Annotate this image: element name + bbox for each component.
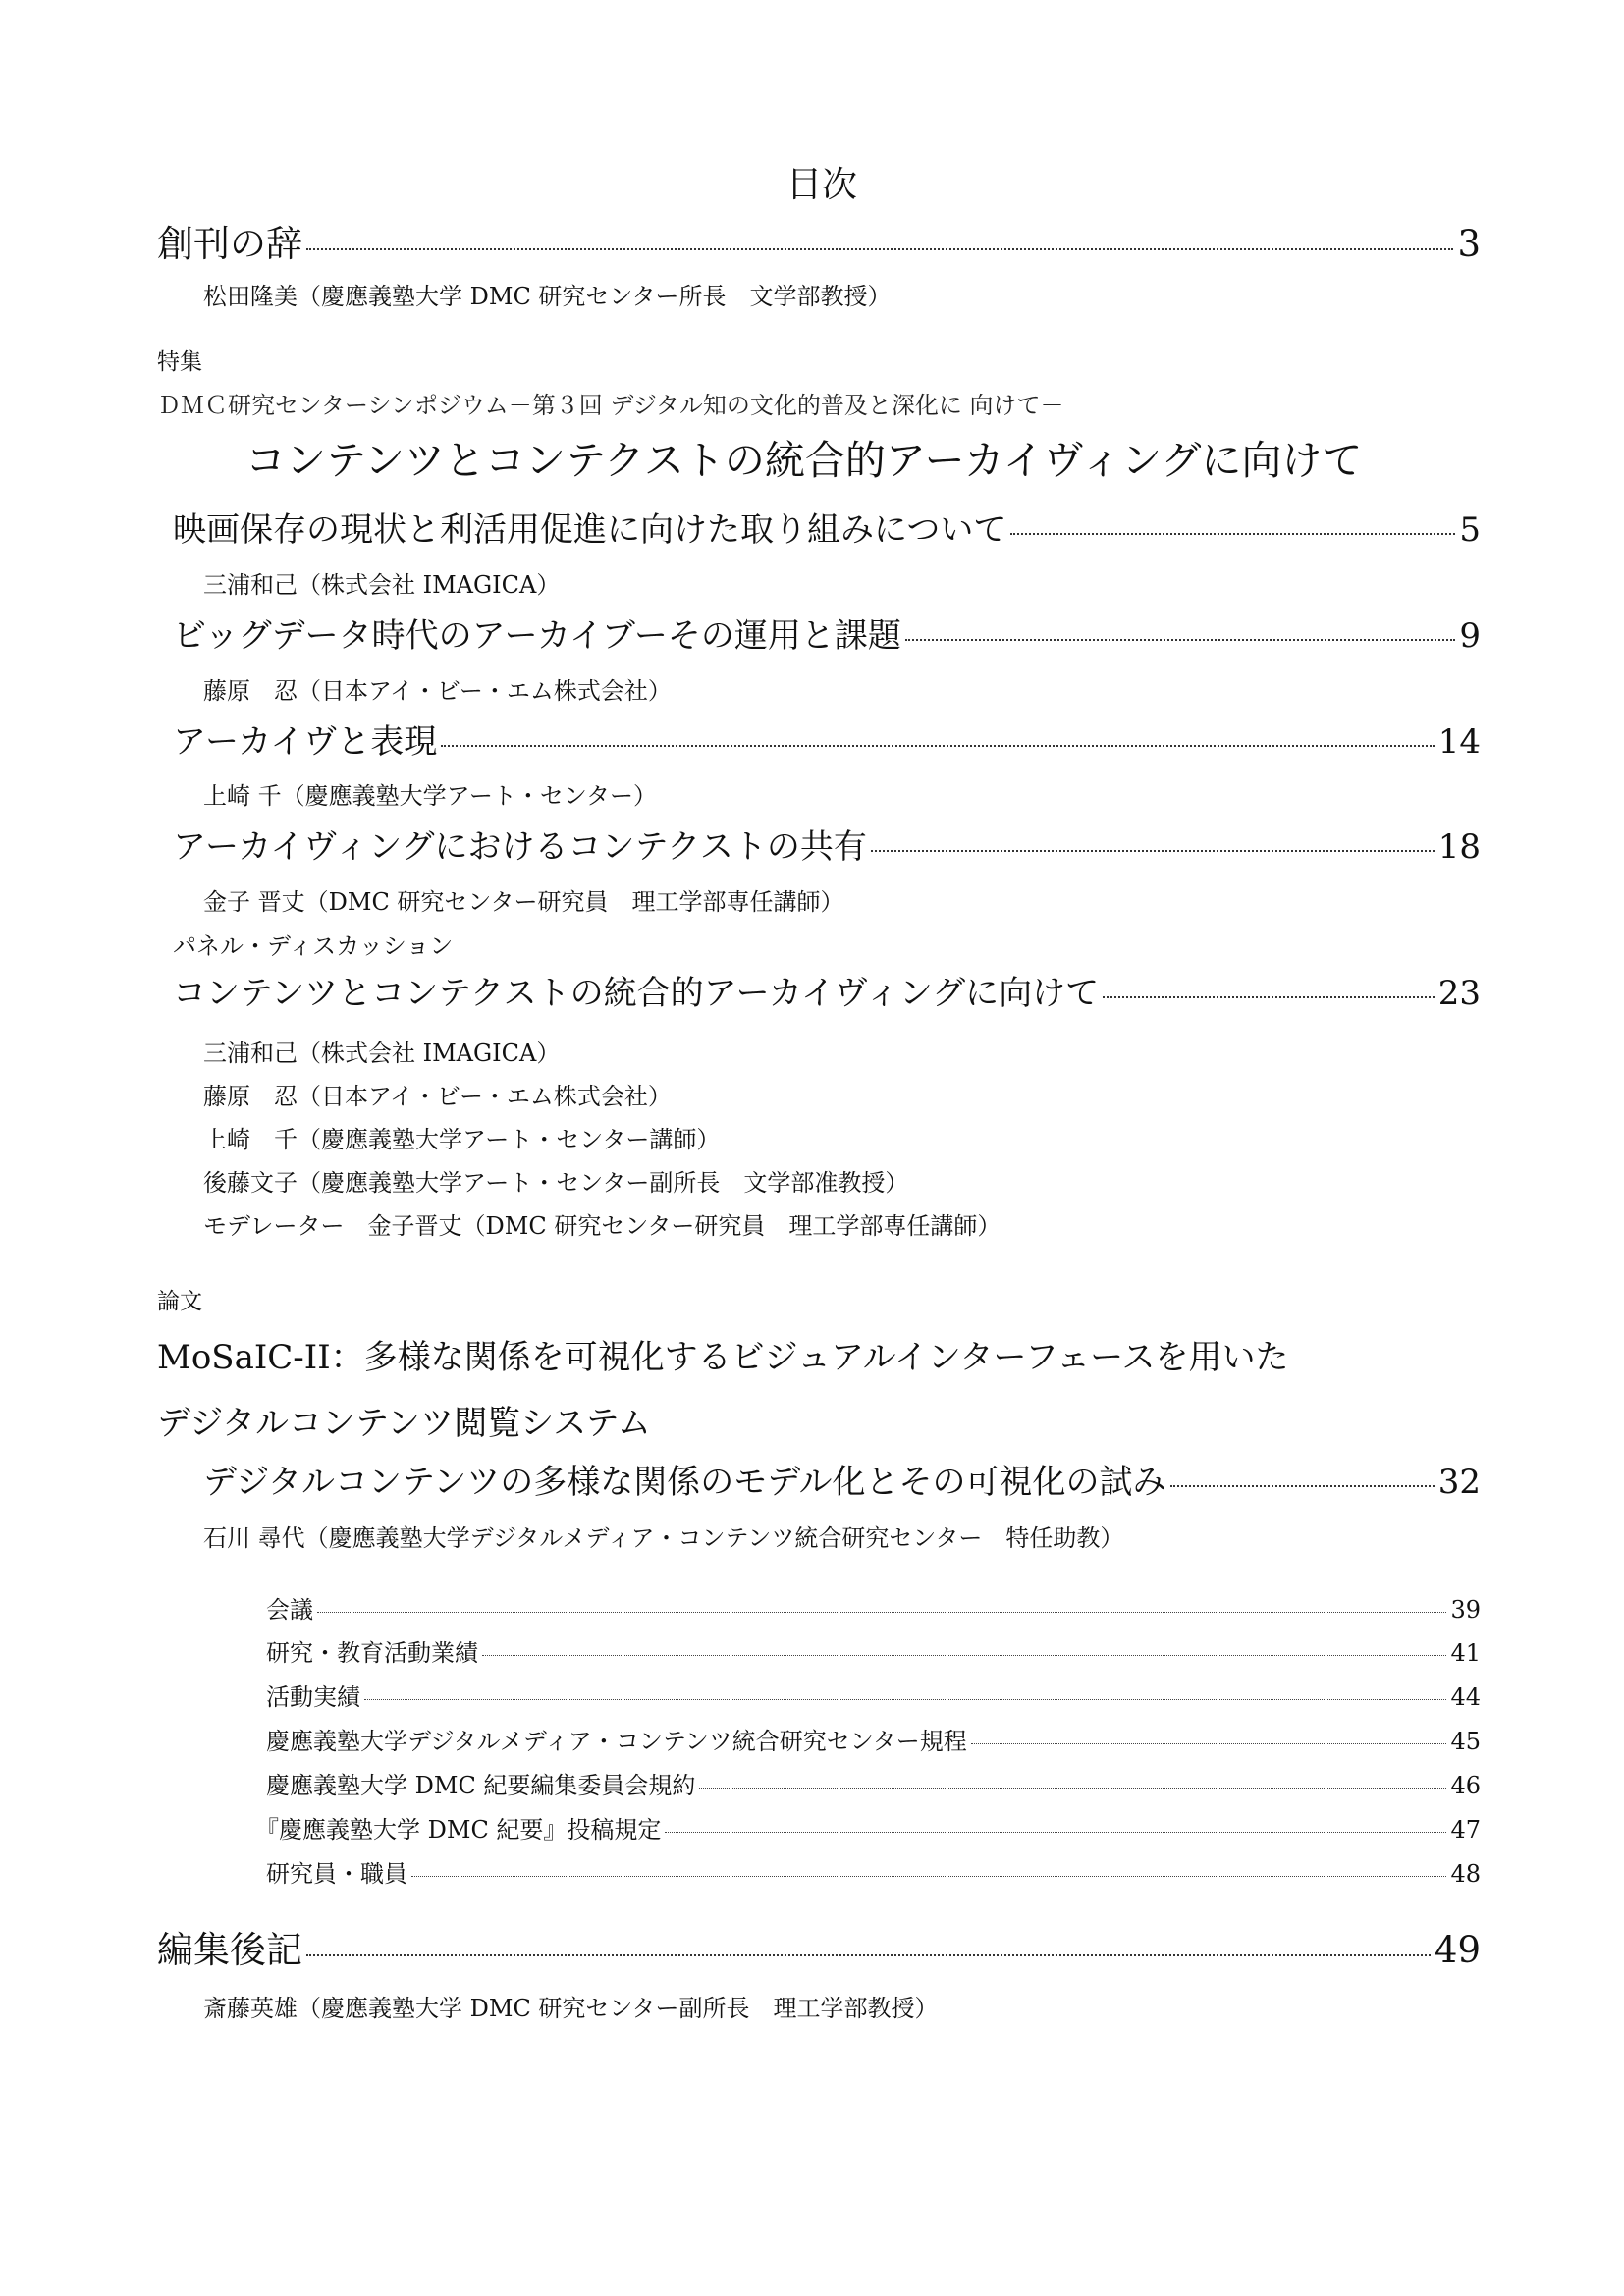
dot-leader xyxy=(1170,1485,1435,1487)
entry-title: アーカイヴィングにおけるコンテクストの共有 xyxy=(173,828,867,867)
entry-author: 斎藤英雄（慶應義塾大学 DMC 研究センター副所長 理工学部教授） xyxy=(203,1995,939,2022)
toc-entry-panel[interactable] xyxy=(173,966,1481,1014)
entry-page: 45 xyxy=(1450,1728,1481,1755)
entry-title: 映画保存の現状と利活用促進に向けた取り組みについて xyxy=(173,510,1007,550)
toc-entry-misc[interactable] xyxy=(266,1854,1481,1889)
entry-page: 14 xyxy=(1437,722,1481,762)
entry-page: 5 xyxy=(1459,510,1481,550)
toc-entry-misc[interactable] xyxy=(266,1590,1481,1625)
symposium-subtitle: ＤＭＣ研究センターシンポジウム－第３回 デジタル知の文化的普及と深化に 向けて－ xyxy=(157,392,1064,419)
dot-leader xyxy=(1103,996,1435,998)
entry-page: 32 xyxy=(1437,1463,1481,1502)
toc-title: 目次 xyxy=(786,165,858,205)
entry-author: 藤原 忍（日本アイ・ビー・エム株式会社） xyxy=(203,677,672,705)
dot-leader xyxy=(306,248,1453,250)
panel-member: 三浦和己（株式会社 IMAGICA） xyxy=(203,1040,561,1067)
entry-page: 44 xyxy=(1450,1683,1481,1711)
toc-entry-feature-1[interactable] xyxy=(173,503,1481,551)
entry-page: 9 xyxy=(1459,616,1481,656)
paper-title-line-1: MoSaIC-II：多様な関係を可視化するビジュアルインターフェースを用いた xyxy=(157,1338,1289,1377)
dot-leader xyxy=(971,1743,1447,1744)
dot-leader xyxy=(306,1954,1431,1956)
entry-page: 48 xyxy=(1450,1860,1481,1888)
entry-author: 金子 晋丈（DMC 研究センター研究員 理工学部専任講師） xyxy=(203,888,844,916)
entry-title: 慶應義塾大学デジタルメディア・コンテンツ統合研究センター規程 xyxy=(266,1728,967,1755)
dot-leader xyxy=(1010,533,1455,535)
dot-leader xyxy=(317,1612,1446,1613)
toc-entry-feature-3[interactable] xyxy=(173,715,1481,763)
section-label-papers: 論文 xyxy=(157,1289,202,1314)
entry-page: 47 xyxy=(1450,1816,1481,1843)
panel-label: パネル・ディスカッション xyxy=(173,933,454,960)
entry-page: 3 xyxy=(1457,223,1481,265)
section-label-feature: 特集 xyxy=(157,349,202,375)
entry-title: 研究員・職員 xyxy=(266,1860,407,1888)
entry-title: 会議 xyxy=(266,1596,313,1624)
panel-member: 後藤文子（慶應義塾大学アート・センター副所長 文学部准教授） xyxy=(203,1169,909,1197)
toc-entry-feature-4[interactable] xyxy=(173,820,1481,868)
entry-page: 23 xyxy=(1437,974,1481,1013)
dot-leader xyxy=(441,745,1434,747)
entry-author: 石川 尋代（慶應義塾大学デジタルメディア・コンテンツ統合研究センター 特任助教） xyxy=(203,1524,1124,1552)
toc-entry-misc[interactable] xyxy=(266,1678,1481,1712)
entry-title: 慶應義塾大学 DMC 紀要編集委員会規約 xyxy=(266,1772,696,1799)
toc-entry-misc[interactable] xyxy=(266,1766,1481,1800)
dot-leader xyxy=(411,1876,1446,1877)
dot-leader xyxy=(482,1655,1446,1656)
toc-entry-misc[interactable] xyxy=(255,1810,1481,1844)
dot-leader xyxy=(364,1699,1446,1700)
entry-title: コンテンツとコンテクストの統合的アーカイヴィングに向けて xyxy=(173,974,1100,1013)
dot-leader xyxy=(905,639,1455,641)
entry-author: 松田隆美（慶應義塾大学 DMC 研究センター所長 文学部教授） xyxy=(203,283,892,310)
entry-page: 46 xyxy=(1450,1772,1481,1799)
feature-heading: コンテンツとコンテクストの統合的アーカイヴィングに向けて xyxy=(245,437,1363,484)
toc-entry-opening[interactable] xyxy=(157,214,1481,267)
entry-page: 41 xyxy=(1450,1639,1481,1667)
entry-author: 三浦和己（株式会社 IMAGICA） xyxy=(203,571,561,599)
paper-title-line-2: デジタルコンテンツ閲覧システム xyxy=(157,1404,651,1443)
dot-leader xyxy=(699,1788,1446,1789)
entry-title: アーカイヴと表現 xyxy=(173,722,438,762)
entry-title: 創刊の辞 xyxy=(157,223,302,265)
entry-title: 活動実績 xyxy=(266,1683,360,1711)
toc-entry-feature-2[interactable] xyxy=(173,609,1481,657)
entry-title: 研究・教育活動業績 xyxy=(266,1639,478,1667)
dot-leader xyxy=(665,1832,1446,1833)
toc-entry-misc[interactable] xyxy=(266,1633,1481,1668)
entry-title: デジタルコンテンツの多様な関係のモデル化とその可視化の試み xyxy=(203,1463,1166,1502)
toc-entry-misc[interactable] xyxy=(266,1722,1481,1756)
entry-page: 39 xyxy=(1450,1596,1481,1624)
entry-title: 『慶應義塾大学 DMC 紀要』投稿規定 xyxy=(255,1816,662,1843)
entry-title: ビッグデータ時代のアーカイブーその運用と課題 xyxy=(173,616,901,656)
toc-entry-paper[interactable] xyxy=(203,1455,1481,1503)
panel-member: モデレーター 金子晋丈（DMC 研究センター研究員 理工学部専任講師） xyxy=(203,1212,1001,1240)
dot-leader xyxy=(871,850,1435,852)
panel-member: 藤原 忍（日本アイ・ビー・エム株式会社） xyxy=(203,1083,672,1110)
panel-member: 上崎 千（慶應義塾大学アート・センター講師） xyxy=(203,1126,721,1153)
entry-title: 編集後記 xyxy=(157,1929,302,1971)
entry-author: 上崎 千（慶應義塾大学アート・センター） xyxy=(203,782,657,810)
entry-page: 18 xyxy=(1437,828,1481,867)
entry-page: 49 xyxy=(1434,1929,1481,1971)
toc-entry-afterword[interactable] xyxy=(157,1920,1481,1973)
